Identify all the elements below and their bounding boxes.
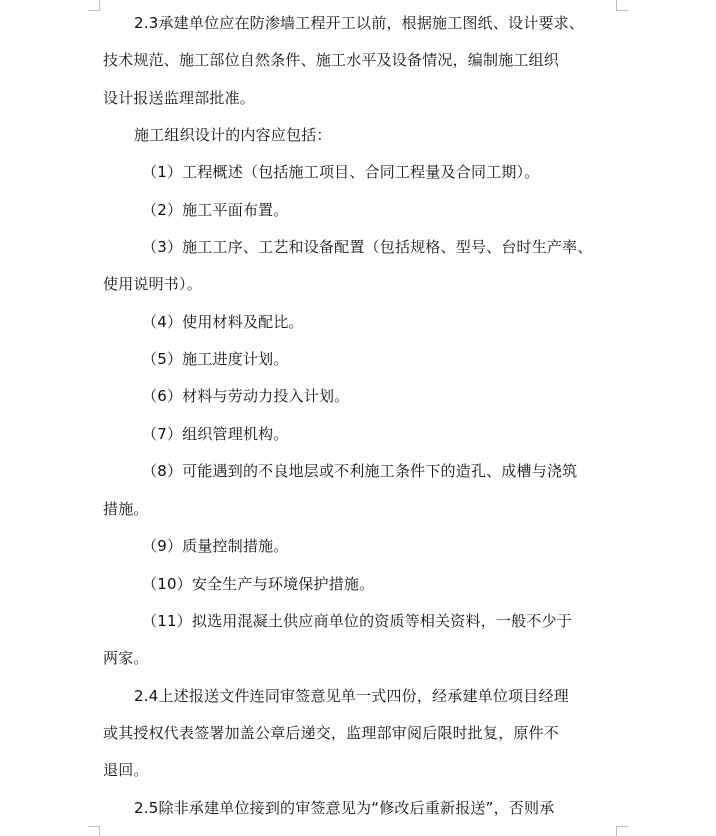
text-line: （7）组织管理机构。	[142, 425, 289, 443]
text-line: （10）安全生产与环境保护措施。	[142, 575, 375, 593]
top-right-corner-mark-h	[616, 10, 628, 11]
top-left-corner-mark-h	[88, 10, 100, 11]
top-right-corner-mark	[616, 0, 617, 10]
text-line: （2）施工平面布置。	[142, 201, 289, 219]
text-line: 退回。	[103, 761, 149, 779]
text-line: （9）质量控制措施。	[142, 537, 289, 555]
text-line: （5）施工进度计划。	[142, 350, 289, 368]
bottom-right-corner-mark	[616, 826, 617, 836]
text-line: （11）拟选用混凝土供应商单位的资质等相关资料，一般不少于	[142, 612, 572, 630]
text-line: （1）工程概述（包括施工项目、合同工程量及合同工期）。	[142, 163, 540, 181]
top-left-corner-mark	[99, 0, 100, 10]
text-line: （4）使用材料及配比。	[142, 313, 304, 331]
text-line: 2.3承建单位应在防渗墙工程开工以前，根据施工图纸、设计要求、	[134, 14, 585, 32]
bottom-left-corner-mark	[99, 826, 100, 836]
text-line: 2.4上述报送文件连同审签意见单一式四份，经承建单位项目经理	[134, 687, 569, 705]
text-line: 2.5除非承建单位接到的审签意见为“修改后重新报送”，否则承	[134, 799, 555, 817]
text-line: （8）可能遇到的不良地层或不利施工条件下的造孔、成槽与浇筑	[142, 462, 578, 480]
text-line: 两家。	[103, 649, 149, 667]
text-line: 或其授权代表签署加盖公章后递交，监理部审阅后限时批复，原件不	[103, 724, 560, 742]
text-line: 技术规范、施工部位自然条件、施工水平及设备情况，编制施工组织	[103, 51, 560, 69]
text-line: （6）材料与劳动力投入计划。	[142, 387, 350, 405]
text-line: 使用说明书）。	[103, 275, 202, 293]
text-line: （3）施工工序、工艺和设备配置（包括规格、型号、台时生产率、	[142, 238, 593, 256]
text-line: 措施。	[103, 500, 149, 518]
text-line: 施工组织设计的内容应包括：	[134, 126, 332, 144]
text-line: 设计报送监理部批准。	[103, 89, 256, 107]
bottom-right-corner-mark-h	[616, 826, 628, 827]
bottom-left-corner-mark-h	[88, 826, 100, 827]
